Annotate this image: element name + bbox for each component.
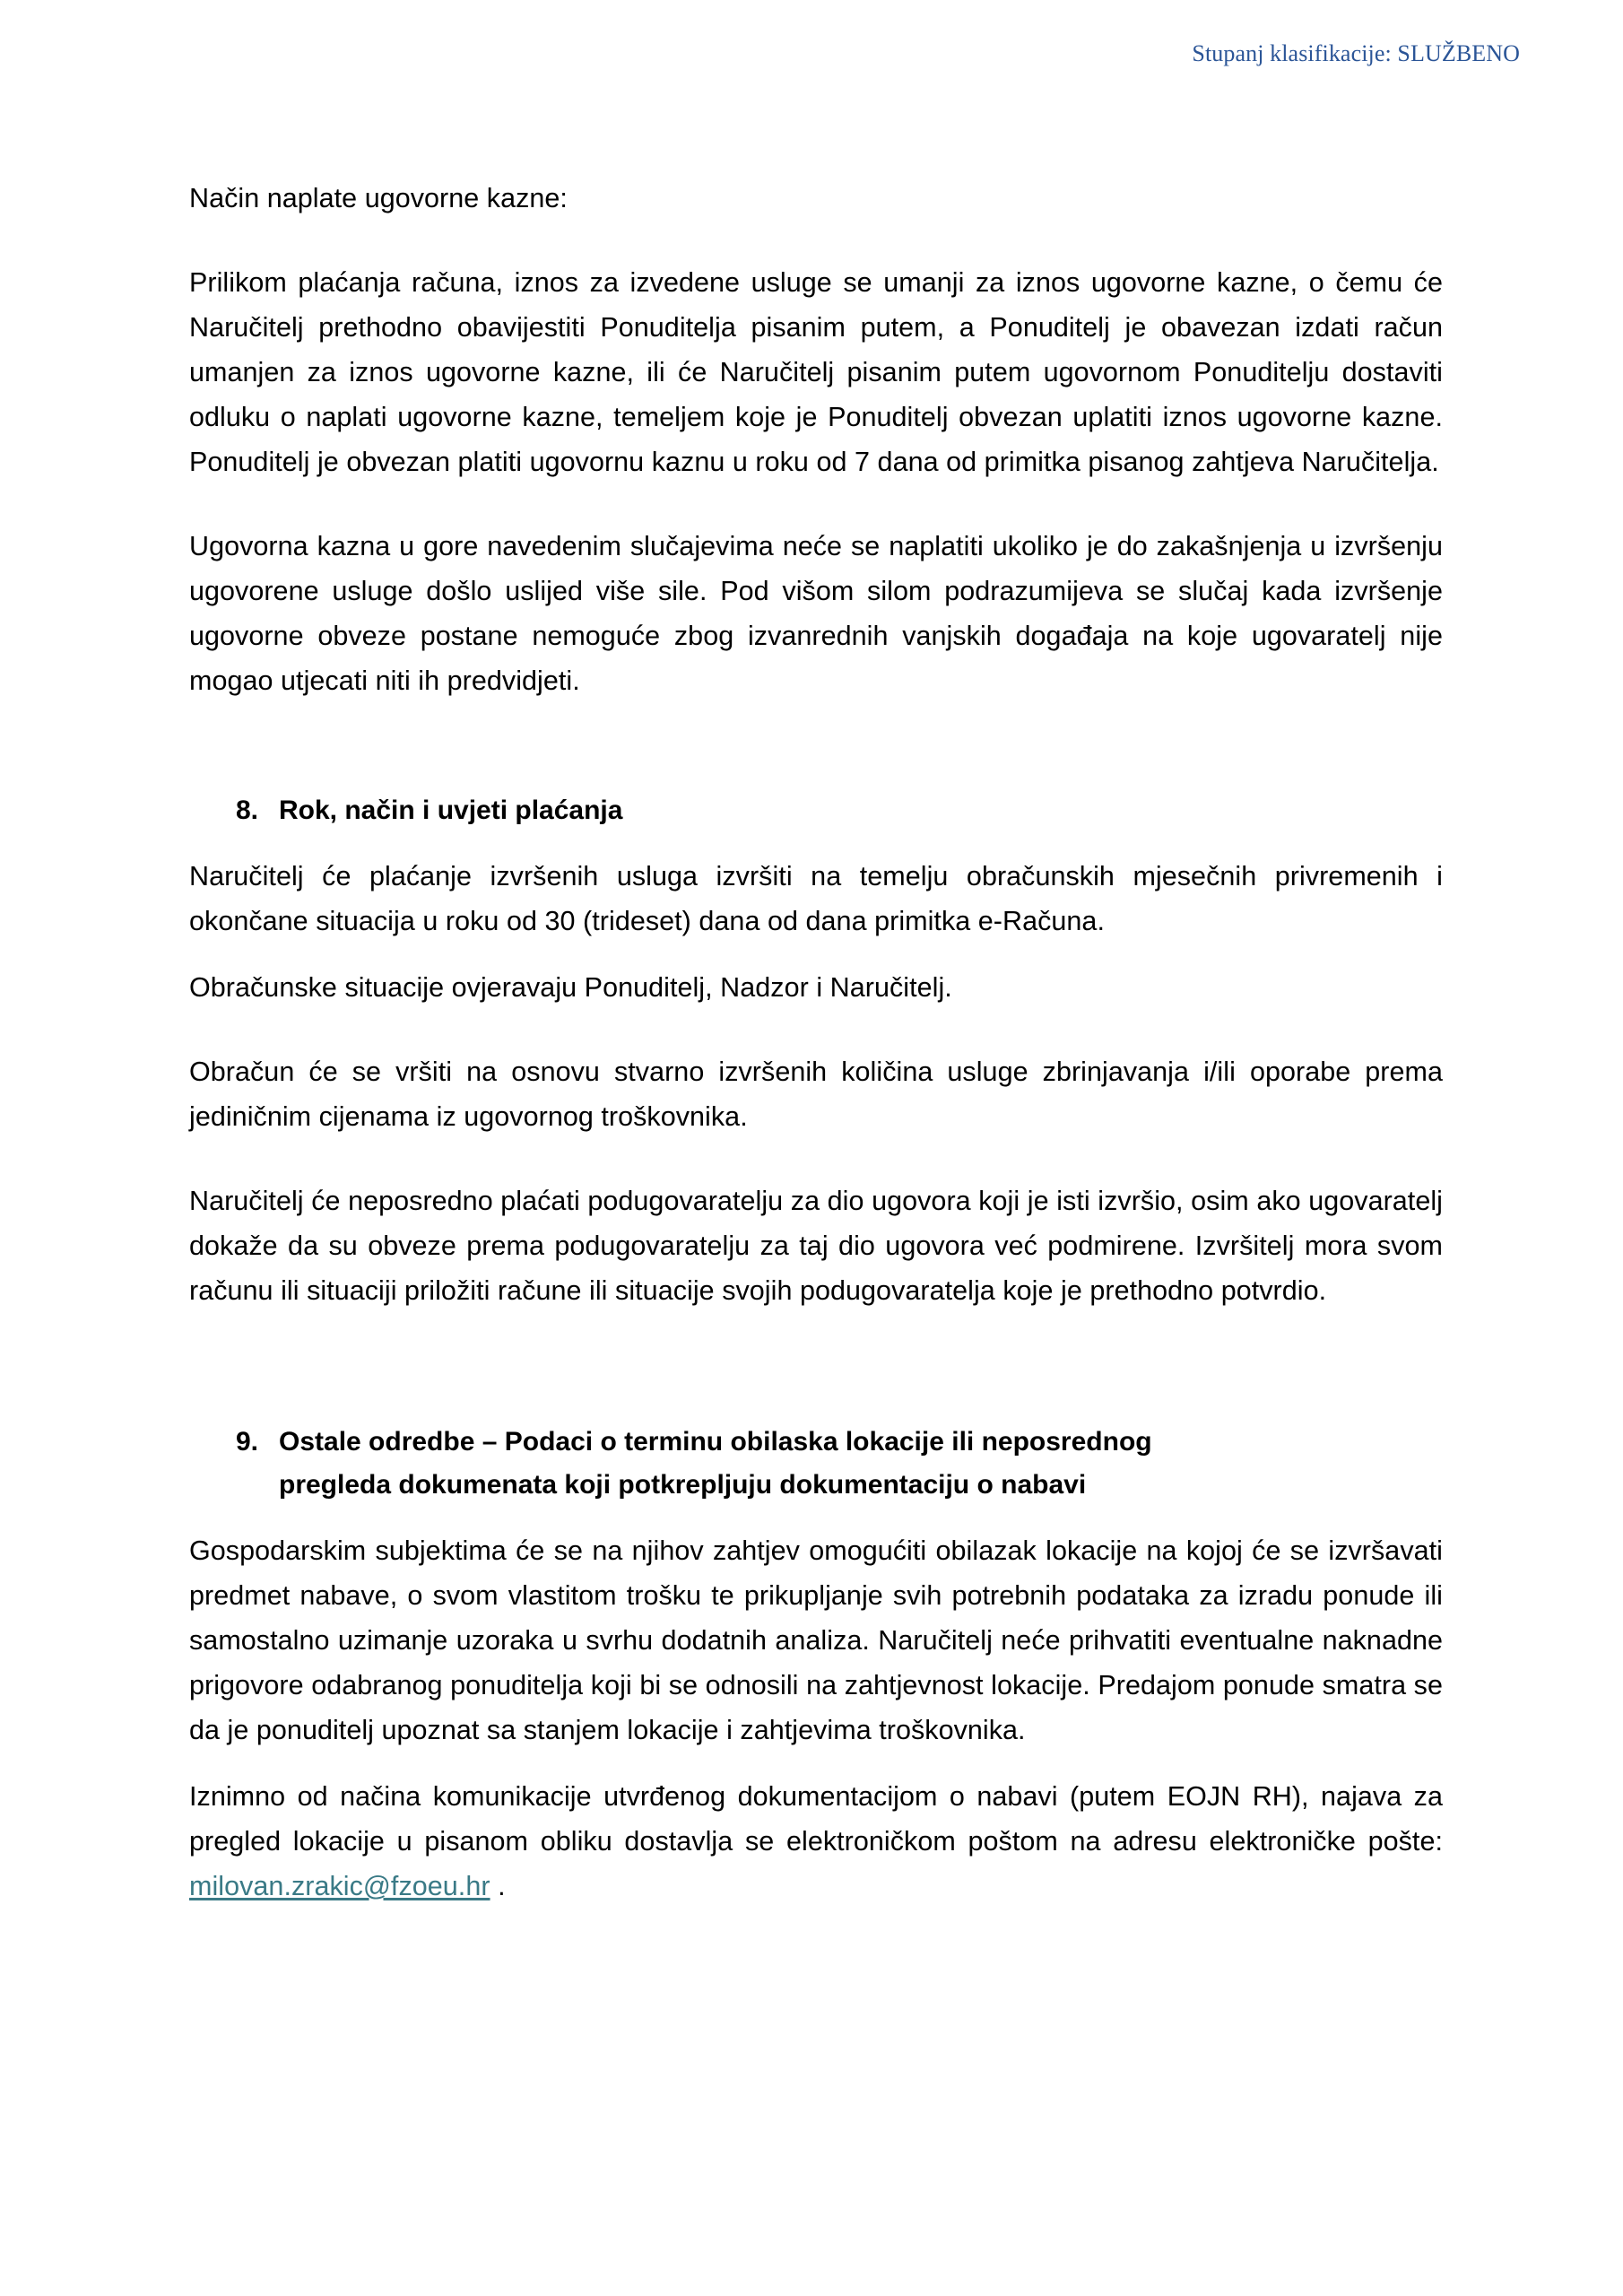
spacer (189, 221, 1443, 260)
spacer (189, 1139, 1443, 1178)
paragraph-payment-terms: Naručitelj će plaćanje izvršenih usluga izvršiti na temelju obračunskih mjesečnih privremenih i okončane situacija u roku od 30 (trideset) dana od dana primitka e-Računa. (189, 861, 1443, 936)
paragraph-announcement (189, 1774, 1443, 1909)
section-title-8: Rok, način i uvjeti plaćanja (279, 796, 623, 825)
section-title-9-line2: pregleda dokumenata koji potkrepljuju dokumentaciju o nabavi (279, 1470, 1087, 1500)
paragraph-force-majeure: Ugovorna kazna u gore navedenim slučajevima neće se naplatiti ukoliko je do zakašnjenja u izvršenju ugovorene usluge došlo uslijed više sile. Pod višom silom podrazumijeva se slučaj kada izvršenje ugovorne obveze postane nemoguće zbog izvanrednih vanjskih događaja na koje ugovaratelj nije mogao utjecati niti ih predvidjeti. (189, 531, 1443, 696)
spacer (189, 1507, 1443, 1528)
announcement-text-prefix: Iznimno od načina komunikacije utvrđenog dokumentacijom o nabavi (putem EOJN RH), najava za pregled lokacije u pisanom obliku dostavlja se elektroničkom poštom na adresu elektroničke pošte: (189, 1781, 1443, 1857)
spacer (189, 1010, 1443, 1049)
spacer (189, 484, 1443, 524)
document-body (189, 176, 1443, 1909)
announcement-text-suffix: . (490, 1871, 506, 1901)
contact-email-link[interactable]: milovan.zrakic@fzoeu.hr (189, 1871, 490, 1901)
section-title-9 (279, 1421, 1443, 1507)
section-heading-8 (189, 789, 1443, 832)
section-number-9: 9. (236, 1427, 259, 1457)
section-number-8: 8. (236, 796, 259, 825)
paragraph-certification: Obračunske situacije ovjeravaju Ponuditelj, Nadzor i Naručitelj. (189, 972, 952, 1003)
spacer (189, 1399, 1443, 1421)
spacer (189, 1752, 1443, 1774)
paragraph-subcontractor: Naručitelj će neposredno plaćati podugovaratelju za dio ugovora koji je isti izvršio, osim ako ugovaratelj dokaže da su obveze prema podugovaratelju za taj dio ugovora već podmirene. Izvršitelj mora svom računu ili situaciji priložiti račune ili situacije svojih podugovaratelja koje je prethodno potvrdio. (189, 1186, 1443, 1306)
section-title-9-line1: Ostale odredbe – Podaci o terminu obilaska lokacije ili neposrednog (279, 1427, 1152, 1457)
spacer (189, 703, 1443, 789)
section-heading-9 (189, 1421, 1443, 1507)
classification-header: Stupanj klasifikacije: SLUŽBENO (1192, 40, 1520, 66)
paragraph-calculation: Obračun će se vršiti na osnovu stvarno izvršenih količina usluge zbrinjavanja i/ili oporabe prema jediničnim cijenama iz ugovornog troškovnika. (189, 1057, 1443, 1132)
spacer (189, 1313, 1443, 1399)
spacer (189, 832, 1443, 854)
intro-label: Način naplate ugovorne kazne: (189, 183, 568, 213)
paragraph-site-visit: Gospodarskim subjektima će se na njihov zahtjev omogućiti obilazak lokacije na kojoj će se izvršavati predmet nabave, o svom vlastitom trošku te prikupljanje svih potrebnih podataka za izradu ponude ili samostalno uzimanje uzoraka u svrhu dodatnih analiza. Naručitelj neće prihvatiti eventualne naknadne prigovore odabranog ponuditelja koji bi se odnosili na zahtjevnost lokacije. Predajom ponude smatra se da je ponuditelj upoznat sa stanjem lokacije i zahtjevima troškovnika. (189, 1535, 1443, 1745)
spacer (189, 944, 1443, 965)
paragraph-penalty-collection: Prilikom plaćanja računa, iznos za izvedene usluge se umanji za iznos ugovorne kazne, o čemu će Naručitelj prethodno obavijestiti Ponuditelja pisanim putem, a Ponuditelj je obavezan izdati račun umanjen za iznos ugovorne kazne, ili će Naručitelj pisanim putem ugovornom Ponuditelju dostaviti odluku o naplati ugovorne kazne, temeljem koje je Ponuditelj obvezan uplatiti iznos ugovorne kazne. Ponuditelj je obvezan platiti ugovornu kaznu u roku od 7 dana od primitka pisanog zahtjeva Naručitelja. (189, 267, 1443, 477)
